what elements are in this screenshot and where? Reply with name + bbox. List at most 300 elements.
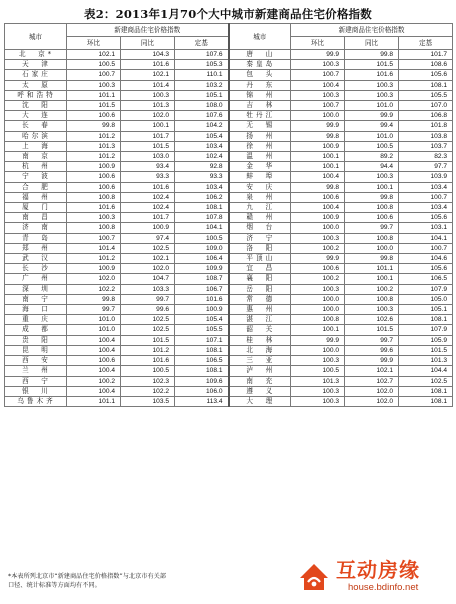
yoy-header-right: 同比 <box>345 37 399 50</box>
city-cell: 成 都 <box>5 325 67 335</box>
base-cell: 107.6 <box>175 50 229 60</box>
mom-cell: 100.6 <box>291 192 345 202</box>
base-cell: 108.1 <box>399 80 453 90</box>
yoy-cell: 102.0 <box>121 111 175 121</box>
city-cell: 沈 阳 <box>5 101 67 111</box>
city-header-right: 城市 <box>229 24 291 50</box>
yoy-cell: 100.8 <box>345 294 399 304</box>
mom-cell: 99.8 <box>291 131 345 141</box>
mom-cell: 100.5 <box>67 60 121 70</box>
mom-cell: 99.8 <box>67 294 121 304</box>
city-cell: 包 头 <box>229 70 291 80</box>
city-cell: 蚌 埠 <box>229 172 291 182</box>
city-cell: 南 充 <box>229 376 291 386</box>
table-row <box>5 386 453 396</box>
base-cell: 108.6 <box>399 60 453 70</box>
city-header-left: 城市 <box>5 24 67 50</box>
city-cell: 乌鲁木齐 <box>5 396 67 406</box>
yoy-cell: 103.0 <box>121 152 175 162</box>
yoy-cell: 100.6 <box>345 213 399 223</box>
mom-cell: 100.4 <box>67 386 121 396</box>
base-cell: 103.8 <box>399 131 453 141</box>
mom-cell: 99.7 <box>67 305 121 315</box>
yoy-cell: 102.2 <box>121 386 175 396</box>
city-cell: 合 肥 <box>5 182 67 192</box>
city-cell: 吉 林 <box>229 101 291 111</box>
city-cell: 海 口 <box>5 305 67 315</box>
base-cell: 103.7 <box>399 141 453 151</box>
yoy-cell: 100.8 <box>345 203 399 213</box>
city-cell: 常 德 <box>229 294 291 304</box>
base-cell: 82.3 <box>399 152 453 162</box>
table-row <box>5 274 453 284</box>
base-cell: 106.7 <box>175 284 229 294</box>
mom-cell: 100.7 <box>291 101 345 111</box>
base-cell: 106.5 <box>175 356 229 366</box>
base-cell: 104.1 <box>175 223 229 233</box>
yoy-cell: 100.3 <box>345 305 399 315</box>
base-cell: 113.4 <box>175 396 229 406</box>
base-cell: 105.3 <box>175 60 229 70</box>
base-cell: 105.9 <box>399 335 453 345</box>
base-cell: 103.4 <box>175 182 229 192</box>
table-row <box>5 162 453 172</box>
base-cell: 103.2 <box>175 80 229 90</box>
base-cell: 103.4 <box>175 141 229 151</box>
yoy-cell: 101.0 <box>345 101 399 111</box>
watermark-brand: 互动房缘 <box>336 558 420 582</box>
table-row <box>5 192 453 202</box>
city-cell: 太 原 <box>5 80 67 90</box>
base-cell: 107.9 <box>399 325 453 335</box>
mom-cell: 100.1 <box>291 325 345 335</box>
table-row <box>5 335 453 345</box>
city-cell: 石家庄 <box>5 70 67 80</box>
base-cell: 104.2 <box>175 121 229 131</box>
city-cell: 上 海 <box>5 141 67 151</box>
mom-cell: 99.9 <box>291 254 345 264</box>
city-cell: 福 州 <box>5 192 67 202</box>
mom-cell: 99.9 <box>291 121 345 131</box>
base-cell: 107.0 <box>399 101 453 111</box>
table-row <box>5 376 453 386</box>
base-cell: 107.1 <box>175 335 229 345</box>
base-cell: 107.6 <box>175 111 229 121</box>
city-cell: 长 春 <box>5 121 67 131</box>
yoy-cell: 102.5 <box>121 325 175 335</box>
yoy-cell: 93.4 <box>121 162 175 172</box>
base-cell: 105.0 <box>399 294 453 304</box>
mom-cell: 100.0 <box>291 223 345 233</box>
yoy-cell: 101.6 <box>121 60 175 70</box>
mom-cell: 100.3 <box>291 386 345 396</box>
mom-cell: 101.2 <box>67 152 121 162</box>
base-cell: 103.1 <box>399 223 453 233</box>
city-cell: 牡丹江 <box>229 111 291 121</box>
yoy-cell: 99.9 <box>345 111 399 121</box>
yoy-cell: 102.1 <box>121 254 175 264</box>
mom-cell: 102.1 <box>67 50 121 60</box>
city-cell: 赣 州 <box>229 213 291 223</box>
mom-cell: 100.3 <box>67 213 121 223</box>
mom-cell: 100.8 <box>291 315 345 325</box>
city-cell: 杭 州 <box>5 162 67 172</box>
base-cell: 105.6 <box>399 70 453 80</box>
city-cell: 郑 州 <box>5 243 67 253</box>
yoy-cell: 101.7 <box>121 213 175 223</box>
mom-cell: 99.9 <box>291 50 345 60</box>
yoy-cell: 101.2 <box>121 345 175 355</box>
mom-cell: 100.9 <box>67 162 121 172</box>
base-header-left: 定基 <box>175 37 229 50</box>
city-cell: 贵 阳 <box>5 335 67 345</box>
table-row <box>5 233 453 243</box>
mom-cell: 100.7 <box>67 70 121 80</box>
mom-cell: 100.6 <box>67 182 121 192</box>
city-cell: 武 汉 <box>5 254 67 264</box>
table-row <box>5 152 453 162</box>
mom-cell: 100.6 <box>291 264 345 274</box>
mom-cell: 101.2 <box>67 131 121 141</box>
mom-cell: 99.9 <box>291 335 345 345</box>
base-cell: 104.6 <box>399 254 453 264</box>
base-cell: 100.7 <box>399 243 453 253</box>
city-cell: 青 岛 <box>5 233 67 243</box>
table-row <box>5 80 453 90</box>
city-cell: 锦 州 <box>229 90 291 100</box>
watermark-url: house.bdinfo.net <box>348 582 419 593</box>
base-cell: 102.4 <box>175 152 229 162</box>
yoy-cell: 89.2 <box>345 152 399 162</box>
city-cell: 天 津 <box>5 60 67 70</box>
mom-cell: 100.4 <box>67 345 121 355</box>
mom-cell: 100.9 <box>67 264 121 274</box>
city-cell: 宁 波 <box>5 172 67 182</box>
yoy-cell: 100.1 <box>345 274 399 284</box>
mom-cell: 100.2 <box>67 376 121 386</box>
city-cell: 湛 江 <box>229 315 291 325</box>
mom-cell: 101.3 <box>291 376 345 386</box>
city-cell: 韶 关 <box>229 325 291 335</box>
yoy-cell: 103.3 <box>121 284 175 294</box>
city-cell: 遵 义 <box>229 386 291 396</box>
price-index-table <box>4 23 453 407</box>
city-cell: 广 州 <box>5 274 67 284</box>
yoy-cell: 99.6 <box>121 305 175 315</box>
yoy-header-left: 同比 <box>121 37 175 50</box>
yoy-cell: 102.0 <box>345 396 399 406</box>
table-row <box>5 90 453 100</box>
city-cell: 金 华 <box>229 162 291 172</box>
yoy-cell: 101.4 <box>121 80 175 90</box>
yoy-cell: 102.4 <box>121 203 175 213</box>
yoy-cell: 102.0 <box>121 264 175 274</box>
table-row <box>5 325 453 335</box>
mom-cell: 100.3 <box>291 60 345 70</box>
yoy-cell: 99.7 <box>345 335 399 345</box>
yoy-cell: 99.7 <box>345 223 399 233</box>
yoy-cell: 101.5 <box>345 60 399 70</box>
city-cell: 大 连 <box>5 111 67 121</box>
base-cell: 101.5 <box>399 345 453 355</box>
city-cell: 温 州 <box>229 152 291 162</box>
mom-cell: 100.4 <box>291 172 345 182</box>
base-cell: 108.1 <box>399 396 453 406</box>
base-cell: 106.0 <box>175 386 229 396</box>
mom-cell: 101.4 <box>67 243 121 253</box>
yoy-cell: 101.6 <box>121 182 175 192</box>
city-cell: 泉 州 <box>229 192 291 202</box>
mom-cell: 102.0 <box>67 274 121 284</box>
yoy-cell: 99.6 <box>345 345 399 355</box>
table-row <box>5 172 453 182</box>
city-cell: 南 宁 <box>5 294 67 304</box>
mom-cell: 100.9 <box>291 141 345 151</box>
city-cell: 兰 州 <box>5 366 67 376</box>
yoy-cell: 102.4 <box>121 192 175 202</box>
city-cell: 九 江 <box>229 203 291 213</box>
house-logo-icon <box>294 556 334 596</box>
base-cell: 108.1 <box>175 366 229 376</box>
mom-cell: 100.7 <box>291 70 345 80</box>
city-cell: 宜 昌 <box>229 264 291 274</box>
mom-cell: 100.6 <box>67 111 121 121</box>
table-row <box>5 396 453 406</box>
table-row <box>5 111 453 121</box>
table-row <box>5 264 453 274</box>
base-cell: 105.1 <box>399 305 453 315</box>
yoy-cell: 100.3 <box>345 80 399 90</box>
table-row <box>5 101 453 111</box>
table-row <box>5 213 453 223</box>
yoy-cell: 101.5 <box>121 141 175 151</box>
yoy-cell: 99.7 <box>121 294 175 304</box>
table-row <box>5 223 453 233</box>
base-cell: 105.6 <box>399 213 453 223</box>
mom-cell: 101.3 <box>67 141 121 151</box>
base-header-right: 定基 <box>399 37 453 50</box>
mom-cell: 100.8 <box>67 223 121 233</box>
yoy-cell: 101.3 <box>121 101 175 111</box>
mom-cell: 101.0 <box>67 315 121 325</box>
city-cell: 厦 门 <box>5 203 67 213</box>
city-cell: 北 海 <box>229 345 291 355</box>
base-cell: 97.7 <box>399 162 453 172</box>
city-cell: 秦皇岛 <box>229 60 291 70</box>
mom-cell: 102.2 <box>67 284 121 294</box>
base-cell: 105.4 <box>175 131 229 141</box>
mom-cell: 101.2 <box>67 254 121 264</box>
mom-header-right: 环比 <box>291 37 345 50</box>
mom-cell: 100.4 <box>67 335 121 345</box>
city-cell: 重 庆 <box>5 315 67 325</box>
base-cell: 101.6 <box>175 294 229 304</box>
yoy-cell: 100.3 <box>345 172 399 182</box>
base-cell: 107.8 <box>175 213 229 223</box>
table-row <box>5 243 453 253</box>
mom-cell: 100.0 <box>291 111 345 121</box>
city-cell: 南 京 <box>5 152 67 162</box>
city-cell: 岳 阳 <box>229 284 291 294</box>
table-row <box>5 121 453 131</box>
city-cell: 惠 州 <box>229 305 291 315</box>
yoy-cell: 100.1 <box>345 182 399 192</box>
base-cell: 109.9 <box>175 264 229 274</box>
table-body <box>5 50 453 407</box>
yoy-cell: 99.8 <box>345 254 399 264</box>
base-cell: 108.0 <box>175 101 229 111</box>
yoy-cell: 99.8 <box>345 50 399 60</box>
table-row <box>5 356 453 366</box>
city-cell: 安 庆 <box>229 182 291 192</box>
city-cell: 长 沙 <box>5 264 67 274</box>
base-cell: 92.8 <box>175 162 229 172</box>
yoy-cell: 102.6 <box>345 315 399 325</box>
mom-cell: 101.1 <box>67 396 121 406</box>
mom-cell: 100.1 <box>291 162 345 172</box>
base-cell: 106.4 <box>175 254 229 264</box>
table-row <box>5 141 453 151</box>
yoy-cell: 102.3 <box>121 376 175 386</box>
mom-cell: 100.0 <box>291 294 345 304</box>
table-row <box>5 315 453 325</box>
mom-cell: 100.1 <box>291 152 345 162</box>
base-cell: 101.8 <box>399 121 453 131</box>
yoy-cell: 104.7 <box>121 274 175 284</box>
watermark <box>292 552 452 598</box>
base-cell: 100.9 <box>175 305 229 315</box>
mom-cell: 100.2 <box>291 274 345 284</box>
yoy-cell: 100.9 <box>121 223 175 233</box>
city-cell: 北 京* <box>5 50 67 60</box>
yoy-cell: 101.6 <box>345 70 399 80</box>
city-cell: 扬 州 <box>229 131 291 141</box>
yoy-cell: 100.3 <box>345 90 399 100</box>
table-row <box>5 366 453 376</box>
mom-cell: 101.6 <box>67 203 121 213</box>
mom-cell: 100.3 <box>291 233 345 243</box>
city-cell: 泸 州 <box>229 366 291 376</box>
yoy-cell: 104.3 <box>121 50 175 60</box>
base-cell: 105.5 <box>399 90 453 100</box>
yoy-cell: 101.5 <box>345 325 399 335</box>
base-cell: 104.4 <box>399 366 453 376</box>
base-cell: 107.9 <box>399 284 453 294</box>
mom-cell: 100.6 <box>67 356 121 366</box>
yoy-cell: 100.1 <box>121 121 175 131</box>
city-cell: 呼和浩特 <box>5 90 67 100</box>
mom-cell: 100.6 <box>67 172 121 182</box>
yoy-cell: 99.9 <box>345 356 399 366</box>
yoy-cell: 100.3 <box>121 90 175 100</box>
city-cell: 济 南 <box>5 223 67 233</box>
footnote-line: *本表所列北京市“新建商品住宅价格指数”与北京市有关部 <box>8 573 167 580</box>
base-cell: 101.3 <box>399 356 453 366</box>
city-cell: 哈尔滨 <box>5 131 67 141</box>
table-row <box>5 50 453 60</box>
base-cell: 108.1 <box>175 203 229 213</box>
city-cell: 襄 阳 <box>229 274 291 284</box>
base-cell: 103.4 <box>399 203 453 213</box>
yoy-cell: 97.4 <box>121 233 175 243</box>
city-cell: 唐 山 <box>229 50 291 60</box>
table-row <box>5 305 453 315</box>
mom-cell: 99.8 <box>67 121 121 131</box>
base-cell: 106.5 <box>399 274 453 284</box>
index-group-header-left: 新建商品住宅价格指数 <box>67 24 229 37</box>
mom-cell: 100.2 <box>291 243 345 253</box>
yoy-cell: 101.5 <box>121 335 175 345</box>
city-cell: 烟 台 <box>229 223 291 233</box>
base-cell: 106.8 <box>399 111 453 121</box>
footnote-line: 口径、统计标准等方面均有不同。 <box>8 582 101 589</box>
mom-cell: 100.4 <box>291 80 345 90</box>
mom-cell: 100.4 <box>291 203 345 213</box>
base-cell: 105.6 <box>399 264 453 274</box>
yoy-cell: 103.5 <box>121 396 175 406</box>
mom-cell: 100.7 <box>67 233 121 243</box>
mom-header-left: 环比 <box>67 37 121 50</box>
base-cell: 105.4 <box>175 315 229 325</box>
city-cell: 大 理 <box>229 396 291 406</box>
table-row <box>5 203 453 213</box>
table-row <box>5 284 453 294</box>
mom-cell: 100.3 <box>291 284 345 294</box>
table-row <box>5 60 453 70</box>
base-cell: 93.3 <box>175 172 229 182</box>
city-cell: 平顶山 <box>229 254 291 264</box>
city-cell: 桂 林 <box>229 335 291 345</box>
index-group-header-right: 新建商品住宅价格指数 <box>291 24 453 37</box>
table-row <box>5 294 453 304</box>
mom-cell: 101.5 <box>67 101 121 111</box>
base-cell: 100.5 <box>175 233 229 243</box>
city-cell: 丹 东 <box>229 80 291 90</box>
base-cell: 103.4 <box>399 182 453 192</box>
base-cell: 104.1 <box>399 233 453 243</box>
mom-cell: 100.3 <box>291 356 345 366</box>
yoy-cell: 102.1 <box>345 366 399 376</box>
city-cell: 昆 明 <box>5 345 67 355</box>
yoy-cell: 101.0 <box>345 131 399 141</box>
base-cell: 109.6 <box>175 376 229 386</box>
yoy-cell: 101.7 <box>121 131 175 141</box>
city-cell: 洛 阳 <box>229 243 291 253</box>
table-row <box>5 254 453 264</box>
base-cell: 108.1 <box>399 315 453 325</box>
city-cell: 三 亚 <box>229 356 291 366</box>
city-cell: 南 昌 <box>5 213 67 223</box>
city-cell: 深 圳 <box>5 284 67 294</box>
yoy-cell: 100.8 <box>345 233 399 243</box>
mom-cell: 100.5 <box>291 366 345 376</box>
base-cell: 109.0 <box>175 243 229 253</box>
yoy-cell: 94.4 <box>345 162 399 172</box>
yoy-cell: 102.1 <box>121 70 175 80</box>
mom-cell: 100.8 <box>67 192 121 202</box>
table-title: 表2：2013年1月70个大中城市新建商品住宅价格指数 <box>84 7 372 21</box>
base-cell: 108.7 <box>175 274 229 284</box>
yoy-cell: 99.4 <box>345 121 399 131</box>
base-cell: 108.1 <box>399 386 453 396</box>
table-row <box>5 182 453 192</box>
mom-cell: 100.9 <box>291 213 345 223</box>
base-cell: 105.1 <box>175 90 229 100</box>
mom-cell: 100.4 <box>67 366 121 376</box>
yoy-cell: 100.0 <box>345 243 399 253</box>
table-row <box>5 131 453 141</box>
city-cell: 济 宁 <box>229 233 291 243</box>
